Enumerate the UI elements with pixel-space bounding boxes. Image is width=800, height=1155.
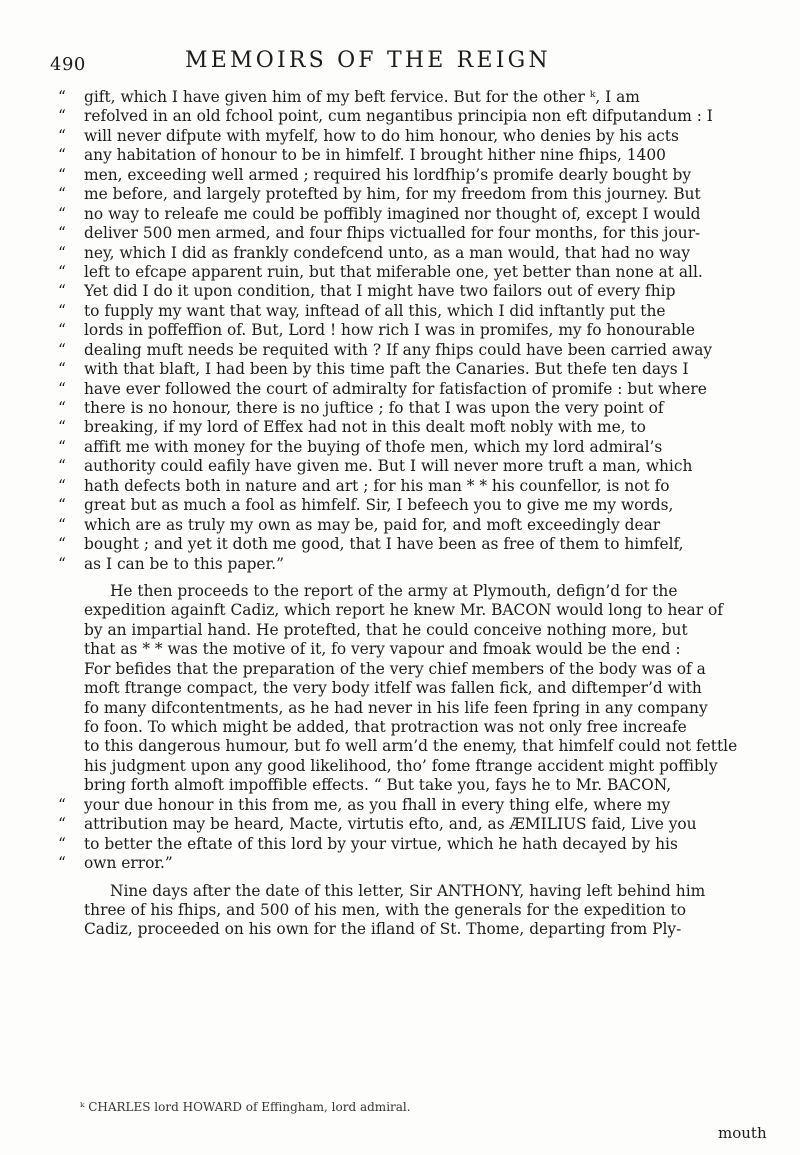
text-line bbox=[58, 302, 762, 321]
quote-mark: “ bbox=[58, 282, 66, 301]
line-text: men, exceeding well armed ; required his lordfhip’s promife dearly bought by bbox=[84, 165, 692, 184]
line-text: three of his fhips, and 500 of his men, with the generals for the expedition to bbox=[84, 900, 686, 919]
text-line bbox=[58, 555, 762, 574]
text-line bbox=[58, 718, 762, 737]
text-line bbox=[58, 127, 762, 146]
text-line bbox=[58, 920, 762, 939]
line-text: For befides that the preparation of the very chief members of the body was of a bbox=[84, 659, 706, 678]
quote-mark: “ bbox=[58, 399, 66, 417]
text-line bbox=[58, 438, 762, 457]
line-text: no way to releafe me could be poffibly imagined nor thought of, except I would bbox=[84, 204, 701, 223]
line-text: Cadiz, proceeded on his own for the ifland of St. Thome, departing from Ply- bbox=[84, 920, 682, 939]
text-line bbox=[58, 107, 762, 126]
line-text: to fupply my want that way, inftead of all this, which I did inftantly put the bbox=[84, 301, 666, 320]
line-text: your due honour in this from me, as you fhall in every thing elfe, where my bbox=[84, 795, 671, 814]
line-text: which are as truly my own as may be, paid for, and moft exceedingly dear bbox=[84, 515, 661, 534]
text-line bbox=[58, 660, 762, 679]
text-line bbox=[58, 854, 762, 873]
text-line bbox=[58, 582, 762, 601]
footnote: ᵏ CHARLES lord HOWARD of Effingham, lord admiral. bbox=[80, 1100, 411, 1114]
text-line bbox=[58, 282, 762, 301]
line-text: own error.” bbox=[84, 854, 173, 873]
text-line bbox=[58, 621, 762, 640]
quote-mark: “ bbox=[58, 360, 66, 379]
line-text: that as * * was the motive of it, fo very vapour and fmoak would be the end : bbox=[84, 640, 681, 659]
line-text: hath defects both in nature and art ; for his man * * his counfellor, is not fo bbox=[84, 476, 670, 495]
line-text: fo foon. To which might be added, that protraction was not only free increafe bbox=[84, 718, 687, 736]
quote-mark: “ bbox=[58, 854, 66, 873]
line-text: fo many difcontentments, as he had never in his life feen fpring in any company bbox=[84, 698, 708, 717]
catchword: mouth bbox=[718, 1124, 767, 1142]
text-line bbox=[58, 205, 762, 224]
quote-mark: “ bbox=[58, 795, 66, 814]
line-text: with that blaft, I had been by this time paft the Canaries. But thefe ten days I bbox=[84, 360, 689, 379]
text-line bbox=[58, 679, 762, 698]
paragraph-gap bbox=[58, 874, 762, 882]
line-text: to better the eftate of this lord by your virtue, which he hath decayed by his bbox=[84, 834, 678, 853]
text-line bbox=[58, 882, 762, 901]
quote-mark: “ bbox=[58, 815, 66, 834]
text-line bbox=[58, 341, 762, 360]
text-line bbox=[58, 360, 762, 379]
text-line bbox=[58, 757, 762, 776]
line-text: Yet did I do it upon condition, that I might have two failors out of every fhip bbox=[84, 282, 676, 301]
line-text: ney, which I did as frankly condefcend unto, as a man would, that had no way bbox=[84, 243, 691, 262]
page-header bbox=[50, 48, 750, 78]
line-text: breaking, if my lord of Effex had not in this dealt moft nobly with me, to bbox=[84, 418, 646, 437]
quote-mark: “ bbox=[58, 554, 66, 573]
text-line bbox=[58, 166, 762, 185]
body-text bbox=[58, 88, 762, 940]
quote-mark: “ bbox=[58, 146, 66, 165]
text-line bbox=[58, 776, 762, 795]
line-text: will never difpute with myfelf, how to do him honour, who denies by his acts bbox=[84, 126, 679, 145]
quote-mark: “ bbox=[58, 321, 66, 340]
quote-mark: “ bbox=[58, 262, 66, 281]
text-line bbox=[58, 88, 762, 107]
line-text: deliver 500 men armed, and four fhips victualled for four months, for this jour- bbox=[84, 224, 701, 243]
line-text: bought ; and yet it doth me good, that I have been as free of them to himfelf, bbox=[84, 535, 684, 554]
text-line bbox=[58, 516, 762, 535]
text-line bbox=[58, 496, 762, 515]
text-line bbox=[58, 640, 762, 659]
quote-mark: “ bbox=[58, 340, 66, 359]
text-line bbox=[58, 224, 762, 243]
text-line bbox=[58, 737, 762, 756]
quote-mark: “ bbox=[58, 204, 66, 223]
text-line bbox=[58, 321, 762, 340]
line-text: there is no honour, there is no juftice ; fo that I was upon the very point of bbox=[84, 399, 664, 417]
line-text: affift me with money for the buying of thofe men, which my lord admiral’s bbox=[84, 437, 663, 456]
line-text: by an impartial hand. He protefted, that he could conceive nothing more, but bbox=[84, 620, 688, 639]
line-text: his judgment upon any good likelihood, tho’ fome ftrange accident might poffibly bbox=[84, 756, 718, 775]
line-text: moft ftrange compact, the very body itfelf was fallen fick, and diftemper’d with bbox=[84, 679, 702, 698]
text-line bbox=[58, 263, 762, 282]
quote-mark: “ bbox=[58, 457, 66, 476]
paragraph-gap bbox=[58, 574, 762, 582]
quote-mark: “ bbox=[58, 834, 66, 853]
line-text: attribution may be heard, Macte, virtutis efto, and, as ÆMILIUS faid, Live you bbox=[84, 815, 697, 834]
text-line bbox=[58, 699, 762, 718]
line-text: have ever followed the court of admiralty for fatisfaction of promife : but where bbox=[84, 379, 707, 398]
quote-mark: “ bbox=[58, 301, 66, 320]
text-line bbox=[58, 380, 762, 399]
line-text: me before, and largely protefted by him, for my freedom from this journey. But bbox=[84, 185, 701, 204]
line-text: lords in poffeffion of. But, Lord ! how rich I was in promifes, my fo honourable bbox=[84, 321, 696, 340]
line-text: authority could eafily have given me. But I will never more truft a man, which bbox=[84, 457, 693, 476]
text-line bbox=[58, 457, 762, 476]
line-text: expedition againft Cadiz, which report he knew Mr. BACON would long to hear of bbox=[84, 601, 723, 620]
text-line bbox=[58, 901, 762, 920]
line-text: He then proceeds to the report of the army at Plymouth, defign’d for the bbox=[110, 581, 678, 600]
line-text: to this dangerous humour, but fo well arm’d the enemy, that himfelf could not fettle bbox=[84, 737, 738, 756]
line-text: bring forth almoft impoffible effects. “ But take you, fays he to Mr. BACON, bbox=[84, 776, 672, 795]
quote-mark: “ bbox=[58, 185, 66, 204]
quote-mark: “ bbox=[58, 88, 66, 106]
quote-mark: “ bbox=[58, 496, 66, 515]
text-line bbox=[58, 535, 762, 554]
text-line bbox=[58, 418, 762, 437]
text-line bbox=[58, 835, 762, 854]
text-line bbox=[58, 815, 762, 834]
quote-mark: “ bbox=[58, 107, 66, 126]
line-text: refolved in an old fchool point, cum negantibus principia non eft difputandum : I bbox=[84, 107, 713, 126]
text-line bbox=[58, 244, 762, 263]
quote-mark: “ bbox=[58, 515, 66, 534]
quote-mark: “ bbox=[58, 165, 66, 184]
text-line bbox=[58, 601, 762, 620]
quote-mark: “ bbox=[58, 243, 66, 262]
line-text: left to efcape apparent ruin, but that miferable one, yet better than none at all. bbox=[84, 262, 703, 281]
text-line bbox=[58, 185, 762, 204]
text-line bbox=[58, 477, 762, 496]
text-line bbox=[58, 146, 762, 165]
page-number: 490 bbox=[50, 54, 86, 75]
quote-mark: “ bbox=[58, 418, 66, 437]
line-text: gift, which I have given him of my beft fervice. But for the other ᵏ, I am bbox=[84, 88, 640, 106]
line-text: as I can be to this paper.” bbox=[84, 554, 284, 573]
quote-mark: “ bbox=[58, 437, 66, 456]
running-head: MEMOIRS OF THE REIGN bbox=[185, 48, 551, 73]
text-line bbox=[58, 399, 762, 418]
quote-mark: “ bbox=[58, 535, 66, 554]
quote-mark: “ bbox=[58, 224, 66, 243]
line-text: Nine days after the date of this letter, Sir ANTHONY, having left behind him bbox=[110, 881, 706, 900]
line-text: great but as much a fool as himfelf. Sir, I befeech you to give me my words, bbox=[84, 496, 674, 515]
line-text: any habitation of honour to be in himfelf. I brought hither nine fhips, 1400 bbox=[84, 146, 666, 165]
text-line bbox=[58, 796, 762, 815]
quote-mark: “ bbox=[58, 476, 66, 495]
quote-mark: “ bbox=[58, 379, 66, 398]
line-text: dealing muft needs be requited with ? If any fhips could have been carried away bbox=[84, 340, 713, 359]
quote-mark: “ bbox=[58, 126, 66, 145]
